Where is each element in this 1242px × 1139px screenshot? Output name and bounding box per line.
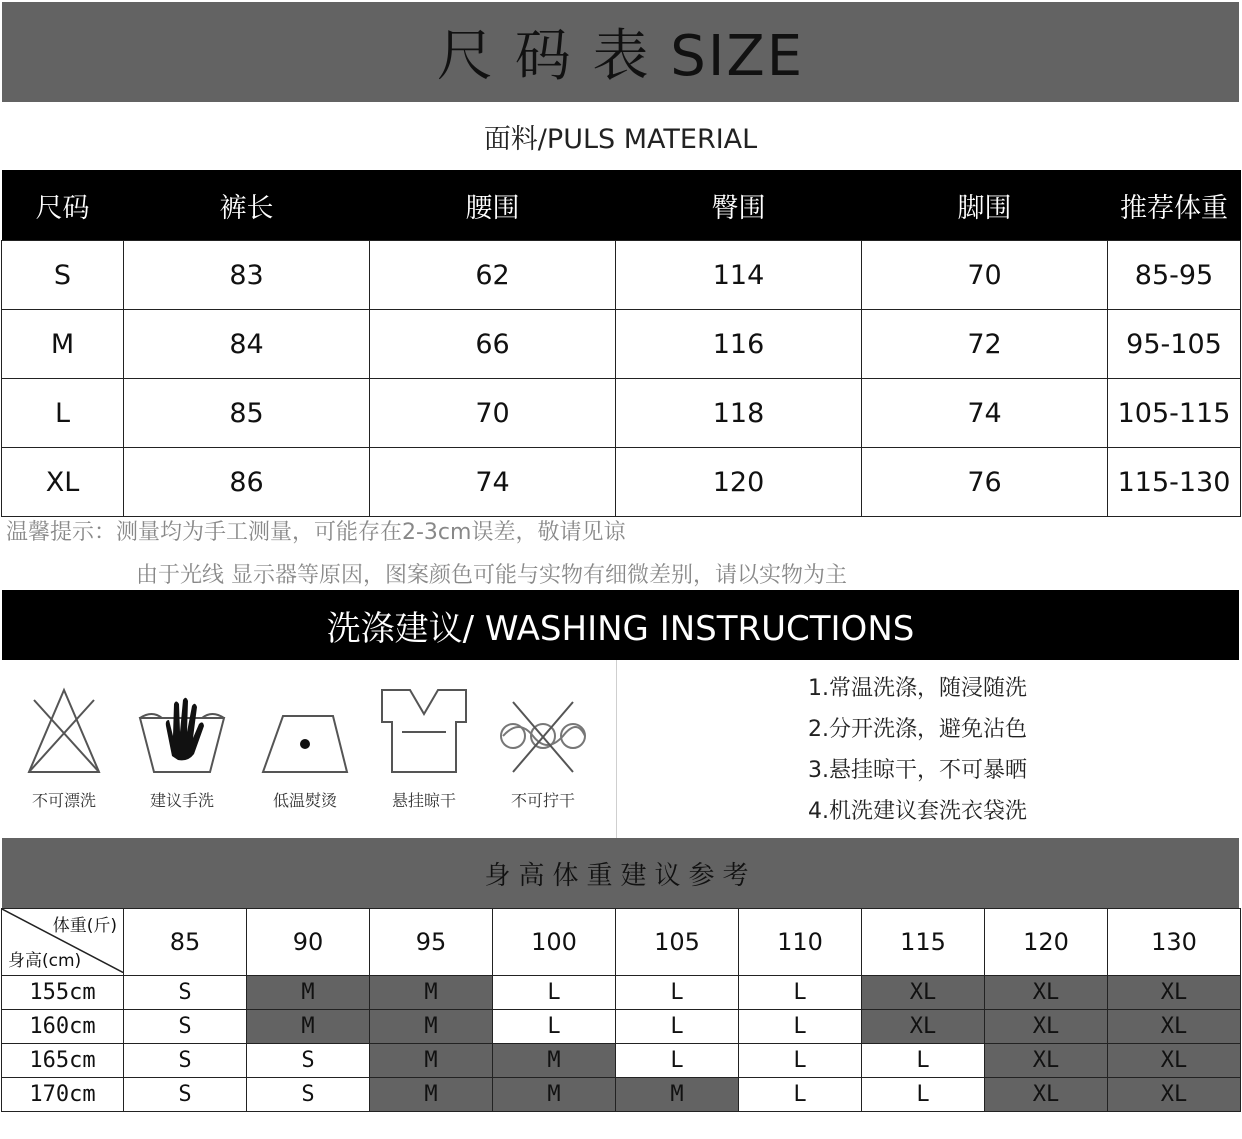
divider xyxy=(616,660,617,838)
weight-header: 120 xyxy=(985,909,1108,976)
reference-title: 身高体重建议参考 xyxy=(484,860,757,891)
weight-header: 90 xyxy=(247,909,370,976)
table-row xyxy=(2,379,1241,448)
size-cell: XL xyxy=(1108,976,1241,1010)
size-cell: XL xyxy=(1108,1078,1241,1112)
table-row xyxy=(2,1010,1241,1044)
tip-line: 温馨提示：测量均为手工测量，可能存在2-3cm误差，敬请见谅 xyxy=(6,520,626,545)
reference-title-bar xyxy=(2,838,1239,908)
care-icon-item xyxy=(4,680,124,811)
table-row xyxy=(2,310,1241,379)
weight-header: 85 xyxy=(124,909,247,976)
table-cell: 62 xyxy=(370,241,616,310)
size-table-header xyxy=(2,170,1241,241)
table-cell: 118 xyxy=(616,379,862,448)
table-cell: S xyxy=(2,241,124,310)
size-cell: L xyxy=(862,1044,985,1078)
table-cell: 74 xyxy=(862,379,1108,448)
weight-header: 95 xyxy=(370,909,493,976)
size-cell: L xyxy=(616,976,739,1010)
hand-wash-icon xyxy=(122,680,242,780)
size-cell: M xyxy=(370,1078,493,1112)
table-row xyxy=(2,448,1241,517)
size-cell: M xyxy=(616,1078,739,1112)
care-icon-item xyxy=(483,680,603,811)
table-row xyxy=(2,241,1241,310)
table-cell: 95-105 xyxy=(1108,310,1241,379)
table-cell: 76 xyxy=(862,448,1108,517)
washing-title-bar xyxy=(2,590,1239,660)
size-cell: M xyxy=(493,1044,616,1078)
size-cell: S xyxy=(247,1044,370,1078)
size-cell: XL xyxy=(862,976,985,1010)
size-cell: S xyxy=(124,1010,247,1044)
table-cell: XL xyxy=(2,448,124,517)
size-cell: XL xyxy=(985,1044,1108,1078)
table-cell: 116 xyxy=(616,310,862,379)
table-cell: 66 xyxy=(370,310,616,379)
size-cell: XL xyxy=(1108,1044,1241,1078)
size-cell: L xyxy=(616,1044,739,1078)
size-cell: M xyxy=(247,976,370,1010)
diagonal-header-cell xyxy=(2,909,124,976)
no-wring-icon xyxy=(483,680,603,780)
size-cell: XL xyxy=(985,976,1108,1010)
page-title: 尺 码 表 SIZE xyxy=(436,24,805,89)
height-axis-label: 身高(cm) xyxy=(8,951,82,971)
size-cell: XL xyxy=(985,1010,1108,1044)
table-cell: 84 xyxy=(124,310,370,379)
table-cell: 72 xyxy=(862,310,1108,379)
hang-dry-icon xyxy=(364,680,484,780)
reference-table xyxy=(1,908,1241,1112)
material-label: 面料/PULS MATERIAL xyxy=(483,123,758,155)
instruction-item: 1.常温洗涤，随浸随洗 xyxy=(808,676,1027,701)
header-size: 尺码 xyxy=(2,170,124,241)
size-cell: L xyxy=(739,1044,862,1078)
weight-header: 130 xyxy=(1108,909,1241,976)
weight-header: 115 xyxy=(862,909,985,976)
header-hip: 臀围 xyxy=(616,170,862,241)
weight-header: 110 xyxy=(739,909,862,976)
weight-header: 100 xyxy=(493,909,616,976)
table-cell: 70 xyxy=(370,379,616,448)
table-cell: 115-130 xyxy=(1108,448,1241,517)
table-cell: 120 xyxy=(616,448,862,517)
size-cell: XL xyxy=(985,1078,1108,1112)
care-icon-item xyxy=(245,680,365,811)
table-row xyxy=(2,976,1241,1010)
size-cell: XL xyxy=(1108,1010,1241,1044)
size-cell: L xyxy=(616,1010,739,1044)
table-cell: 83 xyxy=(124,241,370,310)
tip-line: 由于光线 显示器等原因，图案颜色可能与实物有细微差别，请以实物为主 xyxy=(136,563,847,588)
size-cell: L xyxy=(739,1010,862,1044)
height-cell: 165cm xyxy=(2,1044,124,1078)
size-cell: S xyxy=(124,1078,247,1112)
size-cell: S xyxy=(124,1044,247,1078)
header-ankle: 脚围 xyxy=(862,170,1108,241)
size-table xyxy=(1,170,1241,517)
size-cell: L xyxy=(493,1010,616,1044)
no-bleach-icon xyxy=(4,680,124,780)
care-label: 不可拧干 xyxy=(510,791,575,810)
size-cell: M xyxy=(370,1010,493,1044)
table-cell: 70 xyxy=(862,241,1108,310)
header-length: 裤长 xyxy=(124,170,370,241)
size-cell: M xyxy=(247,1010,370,1044)
header-waist: 腰围 xyxy=(370,170,616,241)
table-cell: L xyxy=(2,379,124,448)
care-label: 低温熨烫 xyxy=(272,791,337,810)
washing-instructions xyxy=(808,668,1027,832)
washing-section xyxy=(2,660,1239,838)
table-cell: 114 xyxy=(616,241,862,310)
table-row xyxy=(2,1078,1241,1112)
height-cell: 170cm xyxy=(2,1078,124,1112)
size-cell: S xyxy=(124,976,247,1010)
weight-header: 105 xyxy=(616,909,739,976)
reference-header-row xyxy=(2,909,1241,976)
header-weight: 推荐体重 xyxy=(1108,170,1241,241)
size-cell: S xyxy=(247,1078,370,1112)
instruction-item: 3.悬挂晾干，不可暴晒 xyxy=(808,758,1027,783)
size-cell: L xyxy=(739,1078,862,1112)
size-cell: M xyxy=(493,1078,616,1112)
height-cell: 160cm xyxy=(2,1010,124,1044)
instruction-item: 4.机洗建议套洗衣袋洗 xyxy=(808,799,1027,824)
care-label: 悬挂晾干 xyxy=(391,791,456,810)
title-bar xyxy=(2,2,1239,102)
size-cell: M xyxy=(370,976,493,1010)
table-cell: 85 xyxy=(124,379,370,448)
size-cell: M xyxy=(370,1044,493,1078)
care-icon-item xyxy=(364,680,484,811)
size-cell: L xyxy=(739,976,862,1010)
care-icon-item xyxy=(122,680,242,811)
care-label: 不可漂洗 xyxy=(31,791,96,810)
table-cell: 86 xyxy=(124,448,370,517)
height-cell: 155cm xyxy=(2,976,124,1010)
care-label: 建议手洗 xyxy=(149,791,214,810)
size-cell: XL xyxy=(862,1010,985,1044)
table-cell: 85-95 xyxy=(1108,241,1241,310)
table-cell: M xyxy=(2,310,124,379)
size-cell: L xyxy=(862,1078,985,1112)
weight-axis-label: 体重(斤) xyxy=(52,916,117,936)
table-cell: 74 xyxy=(370,448,616,517)
low-iron-icon xyxy=(245,680,365,780)
instruction-item: 2.分开洗涤，避免沾色 xyxy=(808,717,1027,742)
table-cell: 105-115 xyxy=(1108,379,1241,448)
washing-title: 洗涤建议/ WASHING INSTRUCTIONS xyxy=(326,608,915,649)
size-cell: L xyxy=(493,976,616,1010)
table-row xyxy=(2,1044,1241,1078)
